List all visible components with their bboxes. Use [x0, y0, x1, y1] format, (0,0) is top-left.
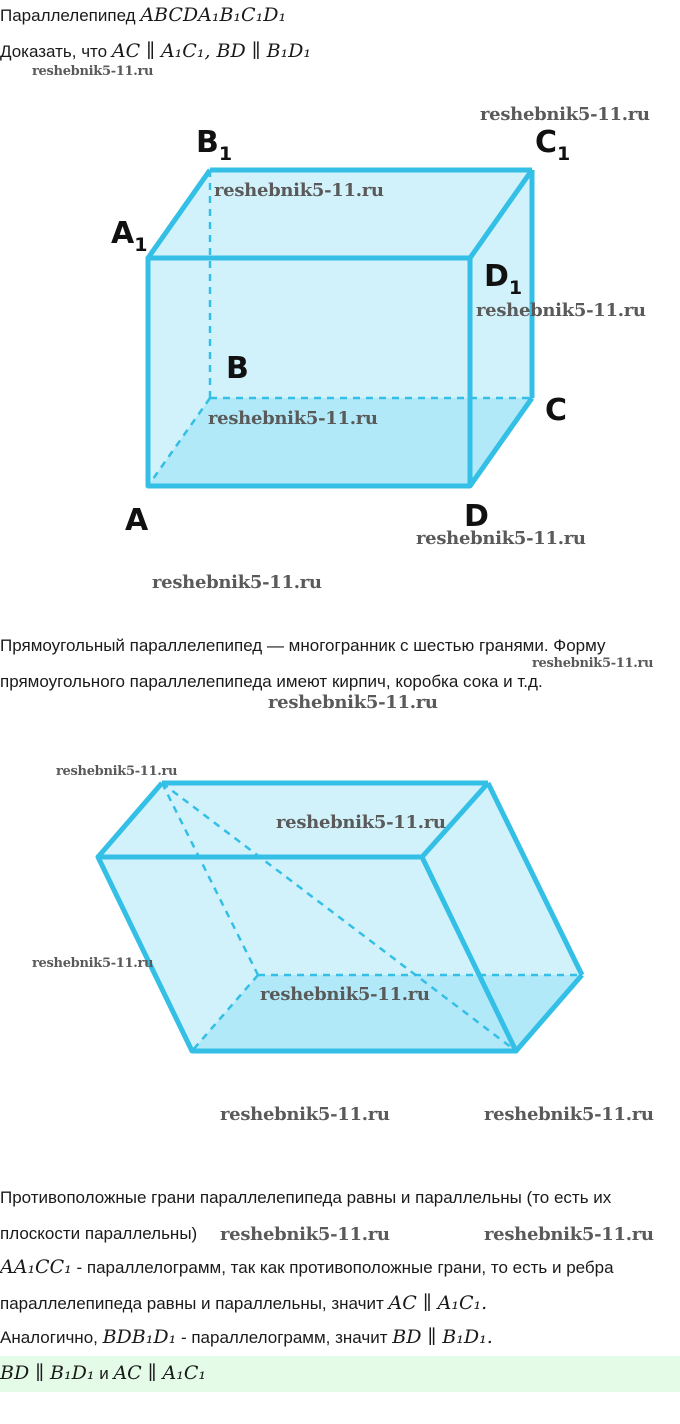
proof-text4: - параллелограмм, значит	[176, 1328, 393, 1347]
watermark: reshebnik5-11.ru	[208, 408, 378, 429]
proof-math-aa1cc1: AA₁CC₁	[0, 1256, 72, 1278]
paragraph-property-line2: плоскости параллельны)	[0, 1224, 198, 1243]
proof-line1	[0, 1256, 614, 1278]
watermark: reshebnik5-11.ru	[268, 692, 438, 713]
label-B1: $B_1$	[196, 125, 233, 165]
answer-line	[0, 1362, 206, 1384]
watermark: reshebnik5-11.ru	[484, 1104, 654, 1125]
watermark: reshebnik5-11.ru	[480, 104, 650, 125]
label-B: B	[226, 351, 249, 386]
paragraph-definition-line2: прямоугольного параллелепипеда имеют кирпич, коробка сока и т.д.	[0, 672, 543, 691]
paragraph-definition-line1: Прямоугольный параллелепипед — многогранник с шестью гранями. Форму	[0, 636, 606, 655]
watermark: reshebnik5-11.ru	[32, 64, 154, 79]
watermark: reshebnik5-11.ru	[220, 1224, 390, 1245]
proof-math-bd: BD ∥ B₁D₁.	[392, 1326, 493, 1348]
label-C: C	[545, 393, 568, 428]
watermark: reshebnik5-11.ru	[276, 812, 446, 833]
watermark: reshebnik5-11.ru	[476, 300, 646, 321]
watermark: reshebnik5-11.ru	[214, 180, 384, 201]
proof-math-ac: AC ∥ A₁C₁.	[388, 1292, 488, 1314]
answer-math-ac: AC ∥ A₁C₁	[113, 1362, 207, 1384]
watermark: reshebnik5-11.ru	[484, 1224, 654, 1245]
watermark: reshebnik5-11.ru	[152, 572, 322, 593]
answer-conj: и	[94, 1364, 114, 1383]
label-C1: $C_1$	[535, 125, 571, 165]
answer-box	[0, 1356, 680, 1392]
watermark: reshebnik5-11.ru	[260, 984, 430, 1005]
task-title-text: Параллелепипед	[0, 6, 136, 25]
task-statement-math: AC ∥ A₁C₁, BD ∥ B₁D₁	[111, 40, 312, 62]
figure-oblique-parallelepiped	[0, 760, 680, 1080]
label-D1: $D_1$	[484, 259, 523, 299]
label-A: A	[125, 503, 149, 538]
watermark: reshebnik5-11.ru	[532, 656, 654, 671]
paragraph-property-line1: Противоположные грани параллелепипеда равны и параллельны (то есть их	[0, 1188, 612, 1207]
proof-line2	[0, 1292, 487, 1314]
proof-line3	[0, 1326, 493, 1348]
proof-text3: Аналогично,	[0, 1328, 103, 1347]
watermark: reshebnik5-11.ru	[56, 764, 178, 779]
watermark: reshebnik5-11.ru	[416, 528, 586, 549]
proof-math-bdb1d1: BDB₁D₁	[102, 1326, 177, 1348]
watermark: reshebnik5-11.ru	[220, 1104, 390, 1125]
task-statement-text: Доказать, что	[0, 42, 108, 61]
proof-text2: параллелепипеда равны и параллельны, значит	[0, 1294, 389, 1313]
proof-text1: - параллелограмм, так как противоположные грани, то есть и ребра	[71, 1258, 614, 1277]
watermark: reshebnik5-11.ru	[32, 956, 154, 971]
task-title-math: ABCDA₁B₁C₁D₁	[140, 4, 287, 26]
answer-math-bd: BD ∥ B₁D₁	[0, 1362, 95, 1384]
label-D: D	[464, 499, 489, 534]
label-A1: $A_1$	[111, 216, 148, 256]
